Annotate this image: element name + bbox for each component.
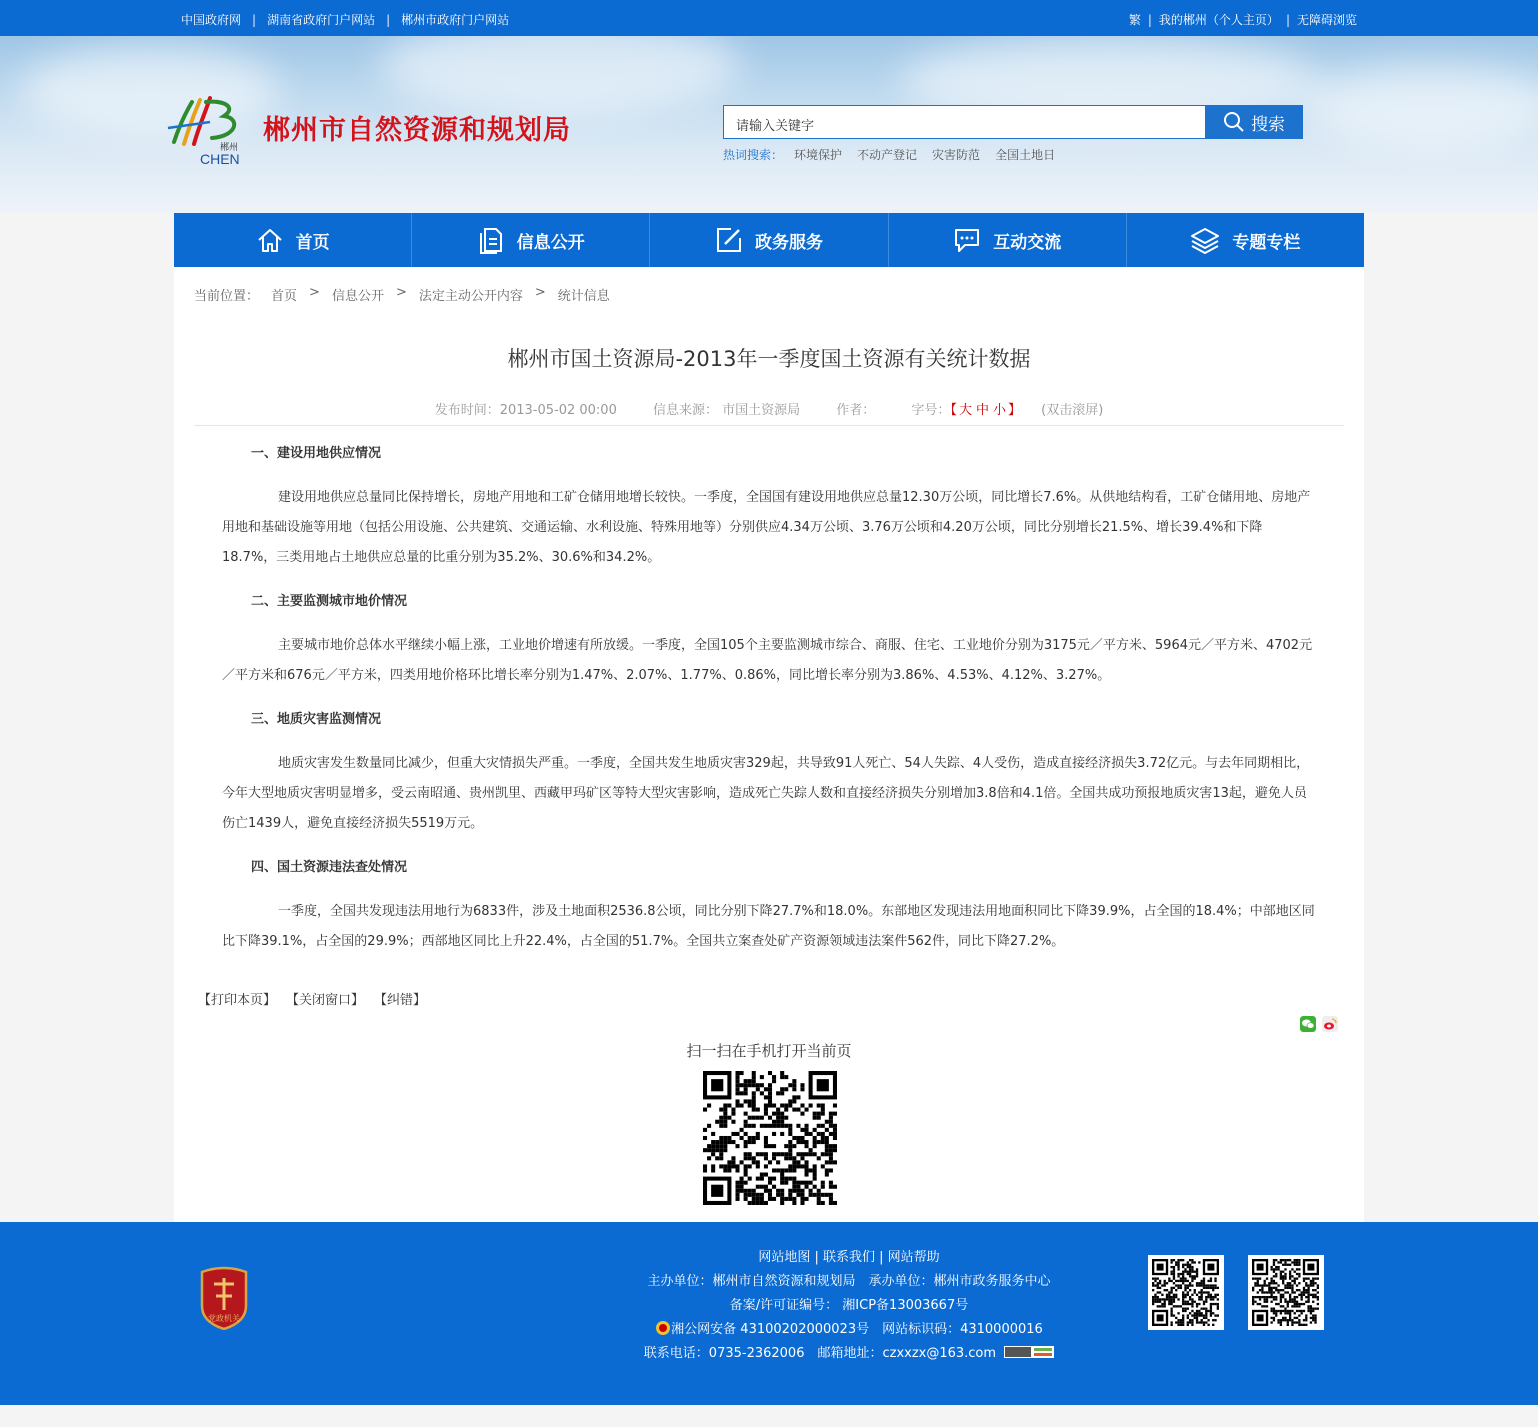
breadcrumb-separator: > xyxy=(534,285,546,300)
chenzhou-logo[interactable] xyxy=(166,94,250,166)
party-gov-badge[interactable] xyxy=(198,1266,250,1330)
main-content xyxy=(174,267,1364,1222)
bracket: 】 xyxy=(1008,403,1022,418)
link-my-chenzhou[interactable]: 我的郴州（个人主页） xyxy=(1158,13,1279,27)
qr-caption: 扫一扫在手机打开当前页 xyxy=(686,1042,852,1060)
search-button[interactable] xyxy=(1205,105,1303,139)
article-meta xyxy=(174,399,1364,418)
section-heading: 一、建设用地供应情况 xyxy=(251,446,382,461)
article-body xyxy=(222,437,1316,971)
author: 作者： xyxy=(836,403,876,418)
contact-link[interactable]: 联系我们 xyxy=(822,1250,875,1265)
layers-icon xyxy=(1190,226,1220,254)
breadcrumb-item[interactable]: 信息公开 xyxy=(331,289,384,304)
cloud-decoration xyxy=(1300,66,1538,146)
nav-label: 政务服务 xyxy=(755,232,823,253)
section-heading: 四、国土资源违法查处情况 xyxy=(251,860,408,875)
icp-record[interactable]: 备案/许可证编号： 湘ICP备13003667号 xyxy=(729,1298,969,1313)
search-input[interactable]: 请输入关键字 xyxy=(723,105,1205,139)
nav-info-open[interactable] xyxy=(412,213,650,267)
breadcrumb xyxy=(194,285,610,304)
weibo-icon[interactable] xyxy=(1322,1016,1338,1032)
link-hunan-gov[interactable]: 湖南省政府门户网站 xyxy=(267,13,376,27)
divider xyxy=(194,425,1344,426)
footer xyxy=(0,1222,1538,1405)
home-icon xyxy=(256,226,284,254)
breadcrumb-item[interactable]: 法定主动公开内容 xyxy=(418,289,523,304)
font-large-button[interactable]: 大 xyxy=(958,403,972,418)
page-bottom xyxy=(0,1405,1538,1427)
section-paragraph: 一季度，全国共发现违法用地行为6833件，涉及土地面积2536.8公顷，同比分别下降27.7%和18.0%。东部地区发现违法用地面积同比下降39.9%，占全国的18.4%；中部地区同比下降39.1%，占全国的29.9%；西部地区同比上升22.4%，占全国的51.7%。全国共立案查处矿产资源领域违法案件562件，同比下降27.2%。 xyxy=(222,904,1315,949)
document-icon xyxy=(477,226,505,254)
section-heading: 二、主要监测城市地价情况 xyxy=(251,594,408,609)
font-size-control xyxy=(911,403,957,418)
wechat-icon[interactable] xyxy=(1300,1016,1316,1032)
police-emblem-icon xyxy=(655,1320,671,1336)
footer-info xyxy=(636,1246,1062,1366)
nav-label: 互动交流 xyxy=(993,232,1062,253)
top-bar xyxy=(0,0,1538,36)
edit-icon xyxy=(715,226,743,254)
section-heading: 三、地质灾害监测情况 xyxy=(251,712,382,727)
print-button[interactable]: 【打印本页】 xyxy=(198,993,277,1008)
footer-links xyxy=(636,1246,1062,1270)
article-title: 郴州市国土资源局-2013年一季度国土资源有关统计数据 xyxy=(507,347,1031,371)
separator: | xyxy=(386,12,391,27)
contact-text: 联系电话：0735-2362006 邮箱地址：czxxzx@163.com xyxy=(643,1346,997,1361)
footer-qr-code xyxy=(1148,1255,1224,1330)
qr-code-image xyxy=(1152,1259,1220,1326)
host-unit: 主办单位：郴州市自然资源和规划局 承办单位：郴州市政务服务中心 xyxy=(647,1274,1051,1289)
police-record-text: 湘公网安备 43100202000023号 网站标识码：4310000016 xyxy=(671,1322,1043,1337)
hot-word[interactable]: 灾害防范 xyxy=(932,148,981,162)
qr-code-image xyxy=(703,1071,837,1205)
link-china-gov[interactable]: 中国政府网 xyxy=(181,13,242,27)
footer-qr-code xyxy=(1248,1255,1324,1330)
nav-label: 首页 xyxy=(295,232,330,253)
header xyxy=(0,36,1538,213)
top-links-right xyxy=(1129,11,1357,28)
nav-label: 专题专栏 xyxy=(1232,232,1301,253)
contact-info xyxy=(636,1342,1062,1366)
cloud-decoration xyxy=(380,36,740,116)
breadcrumb-separator: > xyxy=(309,285,320,300)
help-link[interactable]: 网站帮助 xyxy=(887,1250,940,1265)
section-paragraph: 地质灾害发生数量同比减少，但重大灾情损失严重。一季度，全国共发生地质灾害329起，共导致91人死亡、54人失踪、4人受伤，造成直接经济损失3.72亿元。与去年同期相比，今年大型地质灾害明显增多，受云南昭通、贵州凯里、西藏甲玛矿区等特大型灾害影响，造成死亡失踪人数和直接经济损失分别增加3.8倍和4.1倍。全国共成功预报地质灾害13起，避免人员伤亡1439人，避免直接经济损失5519万元。 xyxy=(222,756,1310,831)
svg-text:郴州: 郴州 xyxy=(220,143,239,153)
publish-time: 发布时间：2013-05-02 00:00 xyxy=(434,403,617,418)
breadcrumb-label: 当前位置： xyxy=(194,289,260,304)
share-bar xyxy=(1300,1016,1338,1032)
hot-word[interactable]: 不动产登记 xyxy=(857,148,918,162)
hot-words xyxy=(723,146,1055,163)
nav-special-topics[interactable] xyxy=(1127,213,1364,267)
svg-text:CHEN: CHEN xyxy=(200,151,240,166)
qr-code-image xyxy=(1252,1259,1320,1326)
site-title: 郴州市自然资源和规划局 xyxy=(263,115,571,146)
hot-word[interactable]: 全国土地日 xyxy=(995,148,1056,162)
chat-icon xyxy=(953,226,981,254)
search-button-label: 搜索 xyxy=(1251,114,1285,135)
nav-gov-service[interactable] xyxy=(650,213,888,267)
top-links-left xyxy=(181,11,509,28)
nav-label: 信息公开 xyxy=(516,232,585,253)
breadcrumb-item[interactable]: 统计信息 xyxy=(557,289,610,304)
fullscreen-toggle[interactable]: (双击滚屏) xyxy=(1041,403,1104,418)
link-chenzhou-gov[interactable]: 郴州市政府门户网站 xyxy=(401,13,510,27)
link-traditional[interactable]: 繁 xyxy=(1128,13,1141,27)
police-record[interactable] xyxy=(636,1318,1062,1342)
bracket: 【 xyxy=(950,403,957,418)
separator: | xyxy=(1147,12,1152,27)
separator: | xyxy=(1285,12,1290,27)
font-size-label: 字号： xyxy=(911,403,951,418)
separator: | xyxy=(879,1250,888,1265)
separator: | xyxy=(814,1250,823,1265)
section-paragraph: 建设用地供应总量同比保持增长，房地产用地和工矿仓储用地增长较快。一季度，全国国有建设用地供应总量12.30万公顷，同比增长7.6%。从供地结构看，工矿仓储用地、房地产用地和基础设施等用地（包括公用设施、公共建筑、交通运输、水利设施、特殊用地等）分别供应4.34万公顷、3.76万公顷和4.20万公顷，同比分别增长21.5%、增长39.4%和下降18.7%，三类用地占土地供应总量的比重分别为35.2%、30.6%和34.2%。 xyxy=(222,490,1311,565)
sitemap-link[interactable]: 网站地图 xyxy=(758,1250,811,1265)
close-window-button[interactable]: 【关闭窗口】 xyxy=(286,993,365,1008)
main-nav xyxy=(174,213,1364,267)
link-accessibility[interactable]: 无障碍浏览 xyxy=(1296,13,1357,27)
article-tools xyxy=(198,989,426,1008)
search-icon xyxy=(1223,111,1245,133)
hot-words-label: 热词搜索： xyxy=(723,148,784,162)
info-source: 信息来源： 市国土资源局 xyxy=(652,403,801,418)
section-paragraph: 主要城市地价总体水平继续小幅上涨，工业地价增速有所放缓。一季度，全国105个主要监测城市综合、商服、住宅、工业地价分别为3175元／平方米、5964元／平方米、4702元／平方米和676元／平方米，四类用地价格环比增长率分别为1.47%、2.07%、1.77%、0.86%，同比增长率分别为3.86%、4.53%、4.12%、3.27%。 xyxy=(222,638,1313,683)
separator: | xyxy=(252,12,257,27)
badge-label: 党政机关 xyxy=(208,1314,240,1323)
font-small-button[interactable]: 小 xyxy=(992,403,1006,418)
font-medium-button[interactable]: 中 xyxy=(975,403,989,418)
hot-word[interactable]: 环境保护 xyxy=(794,148,843,162)
report-error-button[interactable]: 【纠错】 xyxy=(374,993,427,1008)
breadcrumb-separator: > xyxy=(395,285,407,300)
nav-interaction[interactable] xyxy=(889,213,1127,267)
breadcrumb-item[interactable]: 首页 xyxy=(271,289,298,304)
nav-home[interactable] xyxy=(174,213,412,267)
cnzz-icon[interactable] xyxy=(1004,1346,1054,1358)
